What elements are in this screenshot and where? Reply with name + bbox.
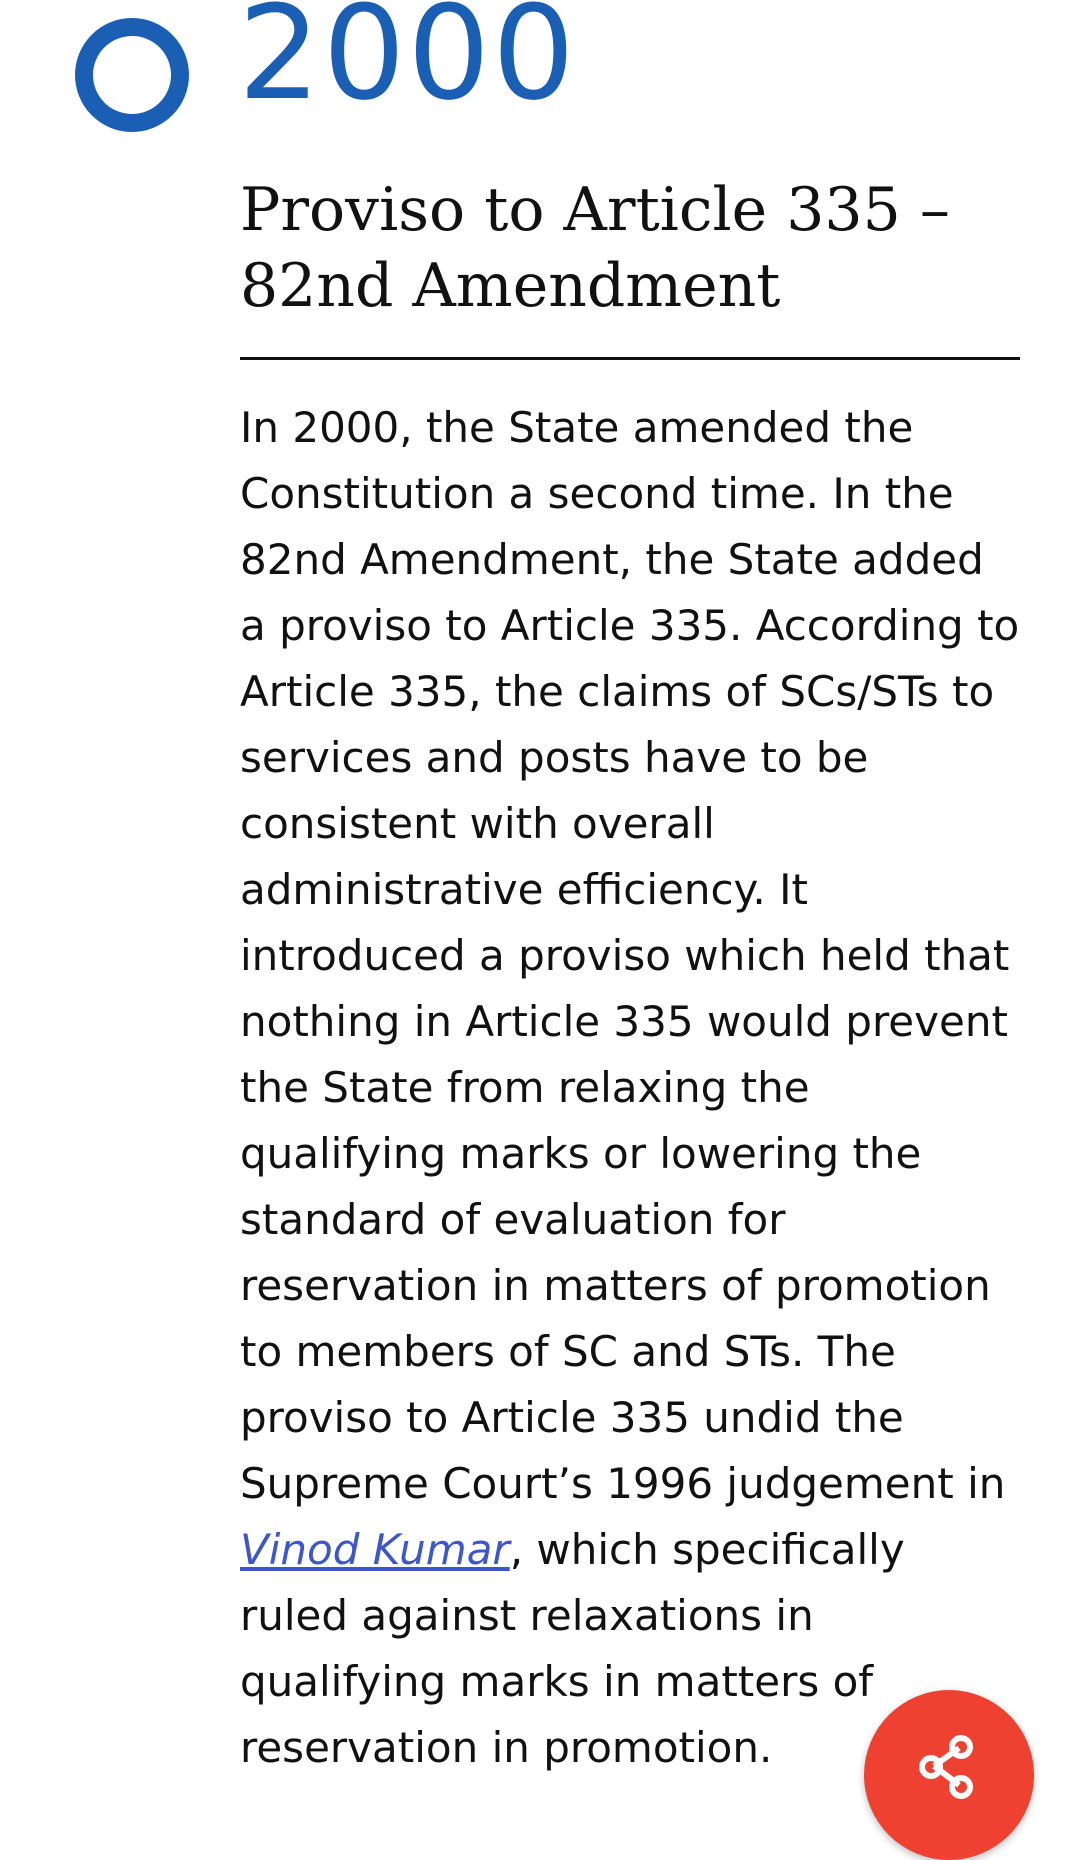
title-divider	[240, 357, 1020, 360]
timeline-year: 2000	[238, 0, 577, 129]
article-body-text-start: In 2000, the State amended the Constitution a second time. In the 82nd Amendment, the State added a proviso to Article 335. According to Article 335, the claims of SCs/STs to services and posts have to be consistent with overall administrative efficiency. It introduced a proviso which held that nothing in Article 335 would prevent the State from relaxing the qualifying marks or lowering the standard of evaluation for reservation in matters of promotion to members of SC and STs. The proviso to Article 335 undid the Supreme Court’s 1996 judgement in	[240, 403, 1020, 1508]
article-body-text-end: , which specifically ruled against relaxations in qualifying marks in matters of reservation in promotion.	[240, 1525, 905, 1772]
timeline-marker-circle	[75, 18, 189, 132]
case-link-vinod-kumar[interactable]: Vinod Kumar	[240, 1525, 510, 1574]
share-button[interactable]	[864, 1690, 1034, 1860]
article-body	[240, 395, 1020, 1781]
article-title: Proviso to Article 335 – 82nd Amendment	[240, 175, 950, 321]
share-icon	[915, 1735, 979, 1799]
timeline-header	[0, 0, 1077, 140]
